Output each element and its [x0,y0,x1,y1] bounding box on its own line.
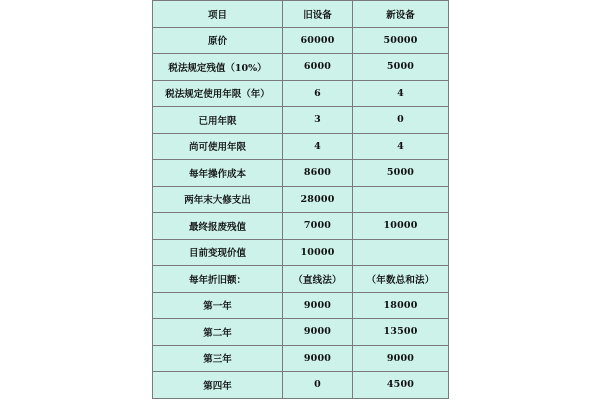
equipment-comparison-sheet [152,0,448,400]
table-row [153,133,449,160]
old-equipment-cell: 6000 [283,54,353,81]
row-label-cell: 税法规定使用年限（年） [153,80,283,107]
table-row [153,319,449,346]
table-row [153,27,449,54]
table-row [153,292,449,319]
row-label-cell: 第二年 [153,319,283,346]
old-equipment-cell: 9000 [283,292,353,319]
table-row [153,186,449,213]
equipment-comparison-table [152,0,449,399]
row-label-cell: 每年折旧额： [153,266,283,293]
old-equipment-cell: 4 [283,133,353,160]
new-equipment-cell: 5000 [353,160,449,187]
new-equipment-cell: 18000 [353,292,449,319]
table-row [153,345,449,372]
table-row [153,107,449,134]
row-label-cell: 第三年 [153,345,283,372]
new-equipment-cell: 13500 [353,319,449,346]
row-label-cell: 最终报废残值 [153,213,283,240]
table-row [153,213,449,240]
row-label-cell: 第四年 [153,372,283,399]
old-equipment-cell: 28000 [283,186,353,213]
table-row [153,54,449,81]
old-equipment-cell: 9000 [283,319,353,346]
row-label-cell: 第一年 [153,292,283,319]
old-equipment-cell: 3 [283,107,353,134]
row-label-cell: 两年末大修支出 [153,186,283,213]
header-cell-old-equipment: 旧设备 [283,1,353,28]
new-equipment-cell: 5000 [353,54,449,81]
old-equipment-cell: 0 [283,372,353,399]
row-label-cell: 已用年限 [153,107,283,134]
new-equipment-cell: （年数总和法） [353,266,449,293]
header-cell-item: 项目 [153,1,283,28]
old-equipment-cell: 60000 [283,27,353,54]
old-equipment-cell: 7000 [283,213,353,240]
new-equipment-cell: 10000 [353,213,449,240]
new-equipment-cell: 0 [353,107,449,134]
new-equipment-cell [353,239,449,266]
table-row [153,372,449,399]
old-equipment-cell: 9000 [283,345,353,372]
row-label-cell: 尚可使用年限 [153,133,283,160]
new-equipment-cell: 50000 [353,27,449,54]
header-cell-new-equipment: 新设备 [353,1,449,28]
row-label-cell: 目前变现价值 [153,239,283,266]
old-equipment-cell: （直线法） [283,266,353,293]
new-equipment-cell [353,186,449,213]
table-row [153,266,449,293]
table-row [153,239,449,266]
new-equipment-cell: 4 [353,80,449,107]
table-row [153,80,449,107]
row-label-cell: 原价 [153,27,283,54]
row-label-cell: 每年操作成本 [153,160,283,187]
header-row [153,1,449,28]
new-equipment-cell: 9000 [353,345,449,372]
row-label-cell: 税法规定残值（10%） [153,54,283,81]
new-equipment-cell: 4 [353,133,449,160]
table-body [153,1,449,399]
old-equipment-cell: 8600 [283,160,353,187]
old-equipment-cell: 6 [283,80,353,107]
table-row [153,160,449,187]
new-equipment-cell: 4500 [353,372,449,399]
old-equipment-cell: 10000 [283,239,353,266]
